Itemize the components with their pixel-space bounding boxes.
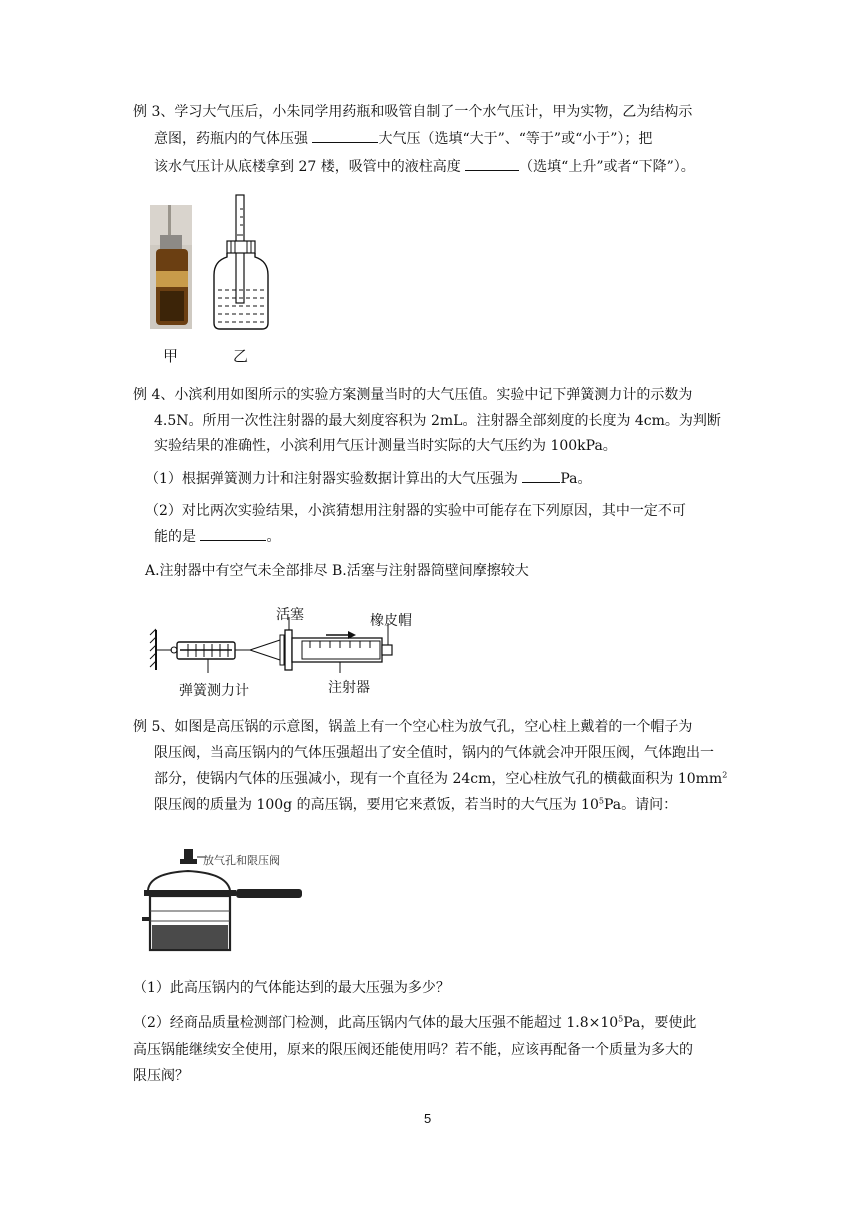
ex4-options: A.注射器中有空气未全部排尽 B.活塞与注射器筒壁间摩擦较大 bbox=[145, 563, 529, 579]
ex3-text-b: 大气压（选填“大于”、“等于”或“小于”）；把 bbox=[378, 131, 653, 147]
ex5-question-1: （1）此高压锅内的气体能达到的最大压强为多少？ bbox=[133, 980, 450, 996]
ex5-q2-text: （2）经商品质量检测部门检测，此高压锅内气体的最大压强不能超过 1.8×10 bbox=[133, 1015, 619, 1031]
ex5-line-4 bbox=[154, 795, 677, 815]
ex3-text-a: 意图，药瓶内的气体压强 bbox=[154, 131, 313, 147]
ex5-text-a: 部分，使锅内气体的压强减小，现有一个直径为 24cm，空心柱放气孔的横截面积为 10mm bbox=[154, 771, 723, 787]
ex4-line-1: 例 4、小滨利用如图所示的实验方案测量当时的大气压值。实验中记下弹簧测力计的示数为 bbox=[133, 387, 693, 403]
ex4-line-3: 实验结果的准确性，小滨利用气压计测量当时实际的大气压约为 100kPa。 bbox=[154, 438, 617, 454]
caption-yi: 乙 bbox=[233, 347, 249, 365]
label-piston: 活塞 bbox=[276, 607, 304, 623]
ex5-exponent: 2 bbox=[722, 770, 728, 780]
ex5-q2-text-b: Pa，要使此 bbox=[623, 1015, 697, 1031]
page-number: 5 bbox=[424, 1111, 432, 1126]
ex5-line-1: 例 5、如图是高压锅的示意图，锅盖上有一个空心柱为放气孔，空心柱上戴着的一个帽子为 bbox=[133, 719, 693, 735]
ex4-q1-unit: Pa。 bbox=[560, 471, 592, 487]
ex3-text-d: （选填“上升”或者“下降”）。 bbox=[519, 159, 695, 175]
ex5-question-2 bbox=[133, 1013, 696, 1033]
answer-blank[interactable] bbox=[312, 128, 378, 143]
barometer-structure-diagram bbox=[212, 195, 270, 335]
ex4-q2-text: 能的是 bbox=[154, 529, 201, 545]
ex5-line-2: 限压阀，当高压锅内的气体压强超出了安全值时，锅内的气体就会冲开限压阀，气体跑出一 bbox=[154, 745, 714, 761]
ex3-line-3 bbox=[154, 156, 695, 177]
ex5-text-c: Pa。请问： bbox=[603, 797, 678, 813]
ex3-text-c: 该水气压计从底楼拿到 27 楼，吸管中的液柱高度 bbox=[154, 159, 466, 175]
label-spring-meter: 弹簧测力计 bbox=[179, 683, 249, 699]
ex4-q1-text: （1）根据弹簧测力计和注射器实验数据计算出的大气压强为 bbox=[145, 471, 523, 487]
ex4-question-1 bbox=[145, 468, 592, 489]
ex5-question-2-cont: 高压锅能继续安全使用，原来的限压阀还能使用吗？若不能，应该再配备一个质量为多大的 bbox=[133, 1042, 693, 1058]
ex5-exponent: 5 bbox=[598, 796, 604, 806]
label-rubber-cap: 橡皮帽 bbox=[370, 613, 412, 629]
ex4-line-2: 4.5N。所用一次性注射器的最大刻度容积为 2mL。注射器全部刻度的长度为 4cm。为判断 bbox=[154, 413, 721, 429]
ex5-exponent: 5 bbox=[618, 1014, 624, 1024]
ex3-line-1: 例 3、学习大气压后，小朱同学用药瓶和吸管自制了一个水气压计，甲为实物，乙为结构示 bbox=[133, 104, 693, 120]
ex3-line-2 bbox=[154, 128, 652, 149]
ex5-text-b: 限压阀的质量为 100g 的高压锅，要用它来煮饭，若当时的大气压为 10 bbox=[154, 797, 599, 813]
caption-jia: 甲 bbox=[163, 347, 179, 365]
label-syringe: 注射器 bbox=[328, 680, 370, 696]
medicine-bottle-photo bbox=[150, 205, 192, 329]
ex4-q2-end: 。 bbox=[266, 529, 281, 545]
ex5-line-3 bbox=[154, 769, 727, 789]
ex4-question-2-cont bbox=[154, 526, 280, 547]
answer-blank[interactable] bbox=[522, 468, 560, 483]
answer-blank[interactable] bbox=[200, 526, 266, 541]
ex5-question-2-end: 限压阀？ bbox=[133, 1068, 189, 1084]
answer-blank[interactable] bbox=[465, 156, 519, 171]
ex4-question-2: （2）对比两次实验结果，小滨猜想用注射器的实验中可能存在下列原因，其中一定不可 bbox=[145, 503, 686, 519]
label-vent-valve: 放气孔和限压阀 bbox=[203, 854, 280, 867]
